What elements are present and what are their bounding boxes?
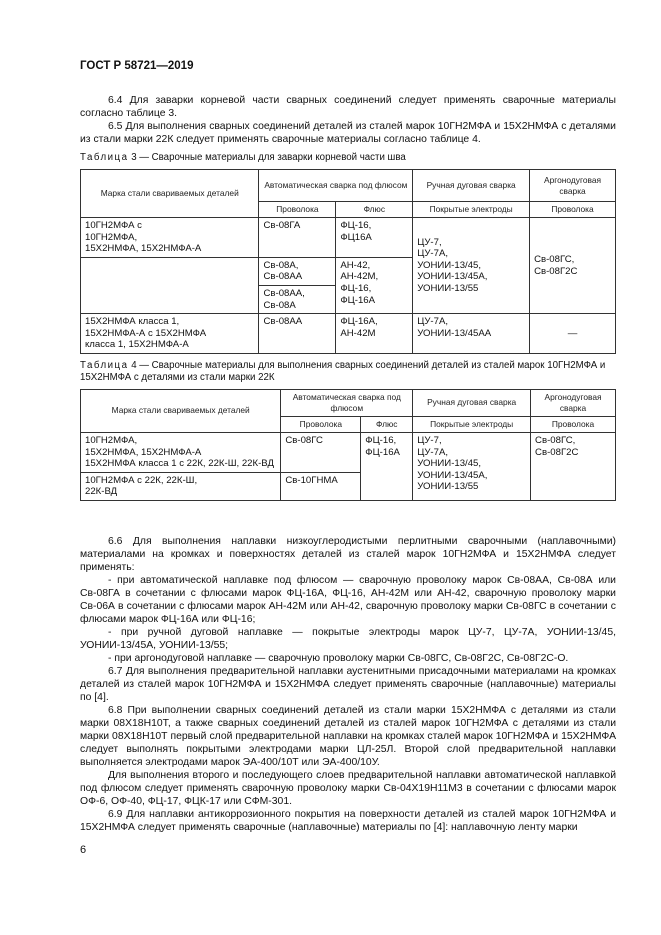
document-header: ГОСТ Р 58721—2019 [80,60,194,72]
t4-header-flux: Флюс [361,416,413,432]
paragraph-6-4: 6.4 Для заварки корневой части сварных соединений следует применять сварочные материалы согласно таблице 3. [80,95,616,119]
t4-header-manual: Ручная дуговая сварка [413,389,531,416]
t3-header-flux: Флюс [336,202,413,218]
t4-r1-steel: 10ГН2МФА, 15Х2НМФА, 15Х2НМФА-А 15Х2НМФА класса 1 с 22К, 22К-Ш, 22К-ВД [81,432,281,472]
t3-r1b-flux: АН-42, АН-42М, ФЦ-16, ФЦ-16А [336,257,413,313]
table3-caption-label: Таблица [80,152,129,163]
t3-r3-flux: ФЦ-16А, АН-42М [336,314,413,354]
t4-header-wire: Проволока [281,416,361,432]
t3-r1-steel: 10ГН2МФА с 10ГН2МФА, 15Х2НМФА, 15Х2НМФА-А [81,218,259,258]
t4-r2-steel: 10ГН2МФА с 22К, 22К-Ш, 22К-ВД [81,472,281,500]
t3-header-argon: Аргонодуговая сварка [530,170,616,202]
paragraph-6-8-b: Для выполнения второго и последующего слоев предварительной наплавки автоматической наплавкой под флюсом следует применять сварочную проволоку марки Св-04Х19Н11М3 в сочетании с флюсами марок ОФ-6, ОФ-40, ФЦ-17, ФЦК-17 или СФМ-301. [80,770,616,807]
t3-header-auto: Автоматическая сварка под флюсом [259,170,413,202]
t4-header-electrodes: Покрытые электроды [413,416,531,432]
t3-r1-wire: Св-08ГА [259,218,336,258]
page-number: 6 [80,844,87,856]
t4-electrodes: ЦУ-7, ЦУ-7А, УОНИИ-13/45, УОНИИ-13/45А, УОНИИ-13/55 [413,432,531,500]
table3-caption [80,152,616,164]
table-4 [80,389,616,501]
paragraph-6-5: 6.5 Для выполнения сварных соединений деталей из сталей марок 10ГН2МФА и 15Х2НМФА с деталями из стали марки 22К следует применять сварочные материалы согласно таблице 4. [80,121,616,145]
t3-r1-electrodes: ЦУ-7, ЦУ-7А, УОНИИ-13/45, УОНИИ-13/45А, УОНИИ-13/55 [413,218,530,314]
t3-header-electrodes: Покрытые электроды [413,202,530,218]
paragraph-6-8: 6.8 При выполнении сварных соединений деталей из стали марки 15Х2НМФА с деталями из стали марки 08Х18Н10Т, а также сварных соединений деталей из сталей марок 10ГН2МФА с деталями из стали марки 08Х18Н10Т первый слой предварительной наплавки на кромках сталей марок 10ГН2МФА и 15Х2НМФА следует выполнять покрытыми электродами марки ЦЛ-25Л. Второй слой предварительной наплавки выполняется электродами марок ЭА-400/10Т или ЭА-400/10У. [80,705,616,768]
t4-header-wire2: Проволока [531,416,616,432]
lower-section [80,535,616,834]
t4-header-auto: Автоматическая сварка под флюсом [281,389,413,416]
paragraph-6-6: 6.6 Для выполнения наплавки низкоуглеродистыми перлитными сварочными (наплавочными) материалами на кромках и поверхностях деталей из сталей марок 10ГН2МФА и 15Х2НМФА следует применять: [80,536,616,573]
table4-caption-label: Таблица [80,359,129,371]
t4-flux: ФЦ-16, ФЦ-16А [361,432,413,500]
table-3 [80,169,616,354]
t3-r1-steel-cont [81,257,259,313]
table3-caption-text: 3 — Сварочные материалы для заварки корневой части шва [131,152,406,163]
t3-r1-argon: Св-08ГС, Св-08Г2С [530,218,616,314]
paragraph-6-9: 6.9 Для наплавки антикоррозионного покрытия на поверхности деталей из сталей марок 10ГН2МФА и 15Х2НМФА следует применять сварочные (наплавочные) материалы по [4]: наплавочную ленту марки [80,809,616,833]
paragraph-6-6-c: - при аргонодуговой наплавке — сварочную проволоку марки Св-08ГС, Св-08Г2С, Св-08Г2С-О. [108,653,569,664]
t3-r3-argon: — [530,314,616,354]
t3-header-wire2: Проволока [530,202,616,218]
t3-r3-wire: Св-08АА [259,314,336,354]
t4-header-argon: Аргонодуговая сварка [531,389,616,416]
table4-caption-text: 4 — Сварочные материалы для выполнения сварных соединений деталей из сталей марок 10ГН2МФА и 15Х2НМФА с деталями из стали марки 22К [80,359,606,383]
t3-r3-electrodes: ЦУ-7А, УОНИИ-13/45АА [413,314,530,354]
t4-header-steel: Марка стали свариваемых деталей [81,389,281,432]
table4-caption [80,360,616,384]
t4-argon: Св-08ГС, Св-08Г2С [531,432,616,500]
upper-section [80,94,616,501]
t3-header-wire: Проволока [259,202,336,218]
t4-r1-wire: Св-08ГС [281,432,361,472]
t3-r1-flux: ФЦ-16, ФЦ16А [336,218,413,258]
t3-r2-wire: Св-08АА, Св-08А [259,285,336,313]
t3-header-manual: Ручная дуговая сварка [413,170,530,202]
paragraph-6-7: 6.7 Для выполнения предварительной наплавки аустенитными присадочными материалами на кромках деталей из сталей марок 10ГН2МФА и 15Х2НМФА следует применять сварочные (наплавочные) материалы по [4]. [80,666,616,703]
t3-r3-steel: 15Х2НМФА класса 1, 15Х2НМФА-А с 15Х2НМФА класса 1, 15Х2НМФА-А [81,314,259,354]
t3-header-steel: Марка стали свариваемых деталей [81,170,259,218]
t4-r2-wire: Св-10ГНМА [281,472,361,500]
paragraph-6-6-a: - при автоматической наплавке под флюсом — сварочную проволоку марок Св-08АА, Св-08А или Св-08ГА в сочетании с флюсами марок ФЦ-16А, ФЦ-16, АН-42М или АН-42, сварочную проволоку марки Св-06А в сочетании с флюсами марок АН-42М или АН-42, сварочную проволоку марки Св-08ГС в сочетании с флюсами марок ФЦ-16А или ФЦ-16; [80,575,616,625]
paragraph-6-6-b: - при ручной дуговой наплавке — покрытые электроды марок ЦУ-7, ЦУ-7А, УОНИИ-13/45, УОНИИ-13/45А, УОНИИ-13/55; [80,627,616,651]
t3-r1b-wire: Св-08А, Св-08АА [259,257,336,285]
